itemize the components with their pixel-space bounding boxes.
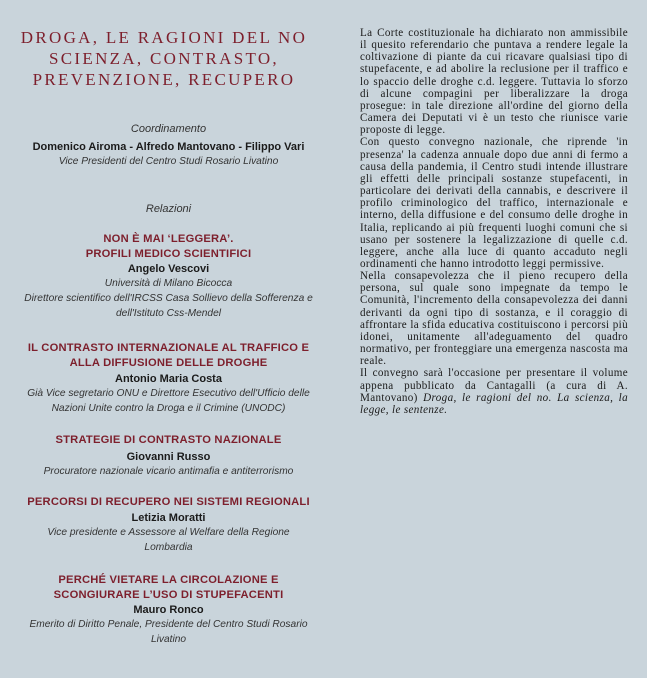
role-line: Livatino	[150, 634, 187, 645]
role-line: Nazioni Unite contro la Droga e il Crimine (UNODC)	[51, 403, 286, 414]
talk-item	[0, 341, 337, 416]
talk-topic	[0, 495, 337, 510]
talk-speaker-role	[0, 617, 337, 647]
role-line: Università di Milano Bicocca	[104, 278, 233, 289]
talk-topic	[0, 433, 337, 448]
description-paragraph: Nella consapevolezza che il pieno recupero della persona, sul quale sono impegnate da tempo le Comunità, l'incremento della consapevolezza dei danni derivanti da ogni tipo di sostanza, e il coraggio di affrontare la sfida educativa costituiscono i percorsi più idonei, unitamente all'adeguamento del quadro normativo, per fronteggiare una emergenza nascosta ma reale.	[360, 270, 628, 368]
description-column	[360, 27, 628, 416]
talk-item	[0, 573, 337, 647]
role-line: Lombardia	[144, 542, 193, 553]
talks-label-block	[0, 203, 337, 216]
talk-speaker-role	[0, 525, 337, 555]
talk-speaker-role	[0, 464, 337, 479]
title-line: SCIENZA, CONTRASTO,	[49, 49, 279, 68]
role-line: Direttore scientifico dell'IRCSS Casa Sollievo della Sofferenza e	[24, 293, 313, 304]
talk-topic-line: NON È MAI ‘LEGGERA’.	[103, 233, 234, 245]
talk-topic-line: PERCHÉ VIETARE LA CIRCOLAZIONE E	[58, 574, 279, 586]
talk-speaker-role	[0, 276, 337, 321]
role-line: dell'Istituto Css-Mendel	[116, 308, 221, 319]
talk-speaker: Angelo Vescovi	[127, 263, 210, 275]
talk-speaker: Giovanni Russo	[126, 451, 211, 463]
talks-label: Relazioni	[145, 203, 192, 215]
talk-item	[0, 232, 337, 321]
talk-topic	[0, 341, 337, 371]
coordinators-names: Domenico Airoma - Alfredo Mantovano - Filippo Vari	[32, 141, 305, 153]
talk-speaker-role	[0, 386, 337, 416]
role-line: Procuratore nazionale vicario antimafia e antiterrorismo	[43, 466, 294, 477]
description-paragraph	[360, 367, 628, 416]
talk-topic-line: ALLA DIFFUSIONE DELLE DROGHE	[69, 357, 268, 369]
description-text: Il convegno sarà l'occasione per presentare il volume appena pubblicato da Cantagalli (a cura di A. Mantovano)	[360, 367, 628, 404]
talk-topic-line: PERCORSI DI RECUPERO NEI SISTEMI REGIONALI	[27, 496, 310, 508]
description-paragraph: La Corte costituzionale ha dichiarato non ammissibile il quesito referendario che puntava a rendere legale la coltivazione di piante da cui ricavare qualsiasi tipo di stupefacente, e ad abolire la reclusione per il traffico e lo spaccio delle droghe c.d. leggere. Tuttavia lo sforzo di alcune compagini per liberalizzare la droga prosegue: in tale direzione all'ordine del giorno della Camera dei Deputati vi è un testo che riunisce varie proposte di legge.	[360, 27, 628, 137]
description-paragraph: Con questo convegno nazionale, che riprende 'in presenza' la cadenza annuale dopo due anni di fermo a causa della pandemia, il Centro studi intende illustrare gli effetti delle principali sostanze stupefacenti, in particolare dei derivati della cannabis, e descrivere il profilo criminologico del traffico, internazionale e interno, della diffusione e del consumo delle droghe in Italia, replicando ai più frequenti luoghi comuni che si usano per sostenere la legalizzazione di quelle c.d. leggere, anche alla luce di quanto accaduto negli ordinamenti che hanno introdotto leggi permissive.	[360, 136, 628, 270]
role-line: Vice presidente e Assessore al Welfare della Regione	[47, 527, 290, 538]
talk-topic-line: SCONGIURARE L’USO DI STUPEFACENTI	[53, 589, 284, 601]
talk-speaker: Mauro Ronco	[133, 604, 204, 616]
talk-item	[0, 495, 337, 555]
talk-speaker: Antonio Maria Costa	[115, 373, 222, 385]
talk-speaker: Letizia Moratti	[131, 512, 206, 524]
page-title	[14, 27, 314, 90]
coordinators-role: Vice Presidenti del Centro Studi Rosario Livatino	[58, 156, 279, 167]
title-line: PREVENZIONE, RECUPERO	[32, 70, 296, 89]
talk-item	[0, 433, 337, 479]
book-title: Droga, le ragioni del no. La scienza, la legge, le sentenze.	[360, 391, 628, 416]
title-line: DROGA, LE RAGIONI DEL NO	[20, 28, 308, 47]
role-line: Emerito di Diritto Penale, Presidente del Centro Studi Rosario	[29, 619, 308, 630]
talk-topic-line: STRATEGIE DI CONTRASTO NAZIONALE	[55, 434, 282, 446]
coordination-label: Coordinamento	[130, 123, 207, 135]
role-line: Già Vice segretario ONU e Direttore Esecutivo dell'Ufficio delle	[27, 388, 310, 399]
coordination-section	[0, 123, 337, 169]
talk-topic	[0, 573, 337, 603]
talk-topic-line: IL CONTRASTO INTERNAZIONALE AL TRAFFICO E	[27, 342, 310, 354]
talk-topic	[0, 232, 337, 262]
talk-topic-line: PROFILI MEDICO SCIENTIFICI	[85, 248, 252, 260]
